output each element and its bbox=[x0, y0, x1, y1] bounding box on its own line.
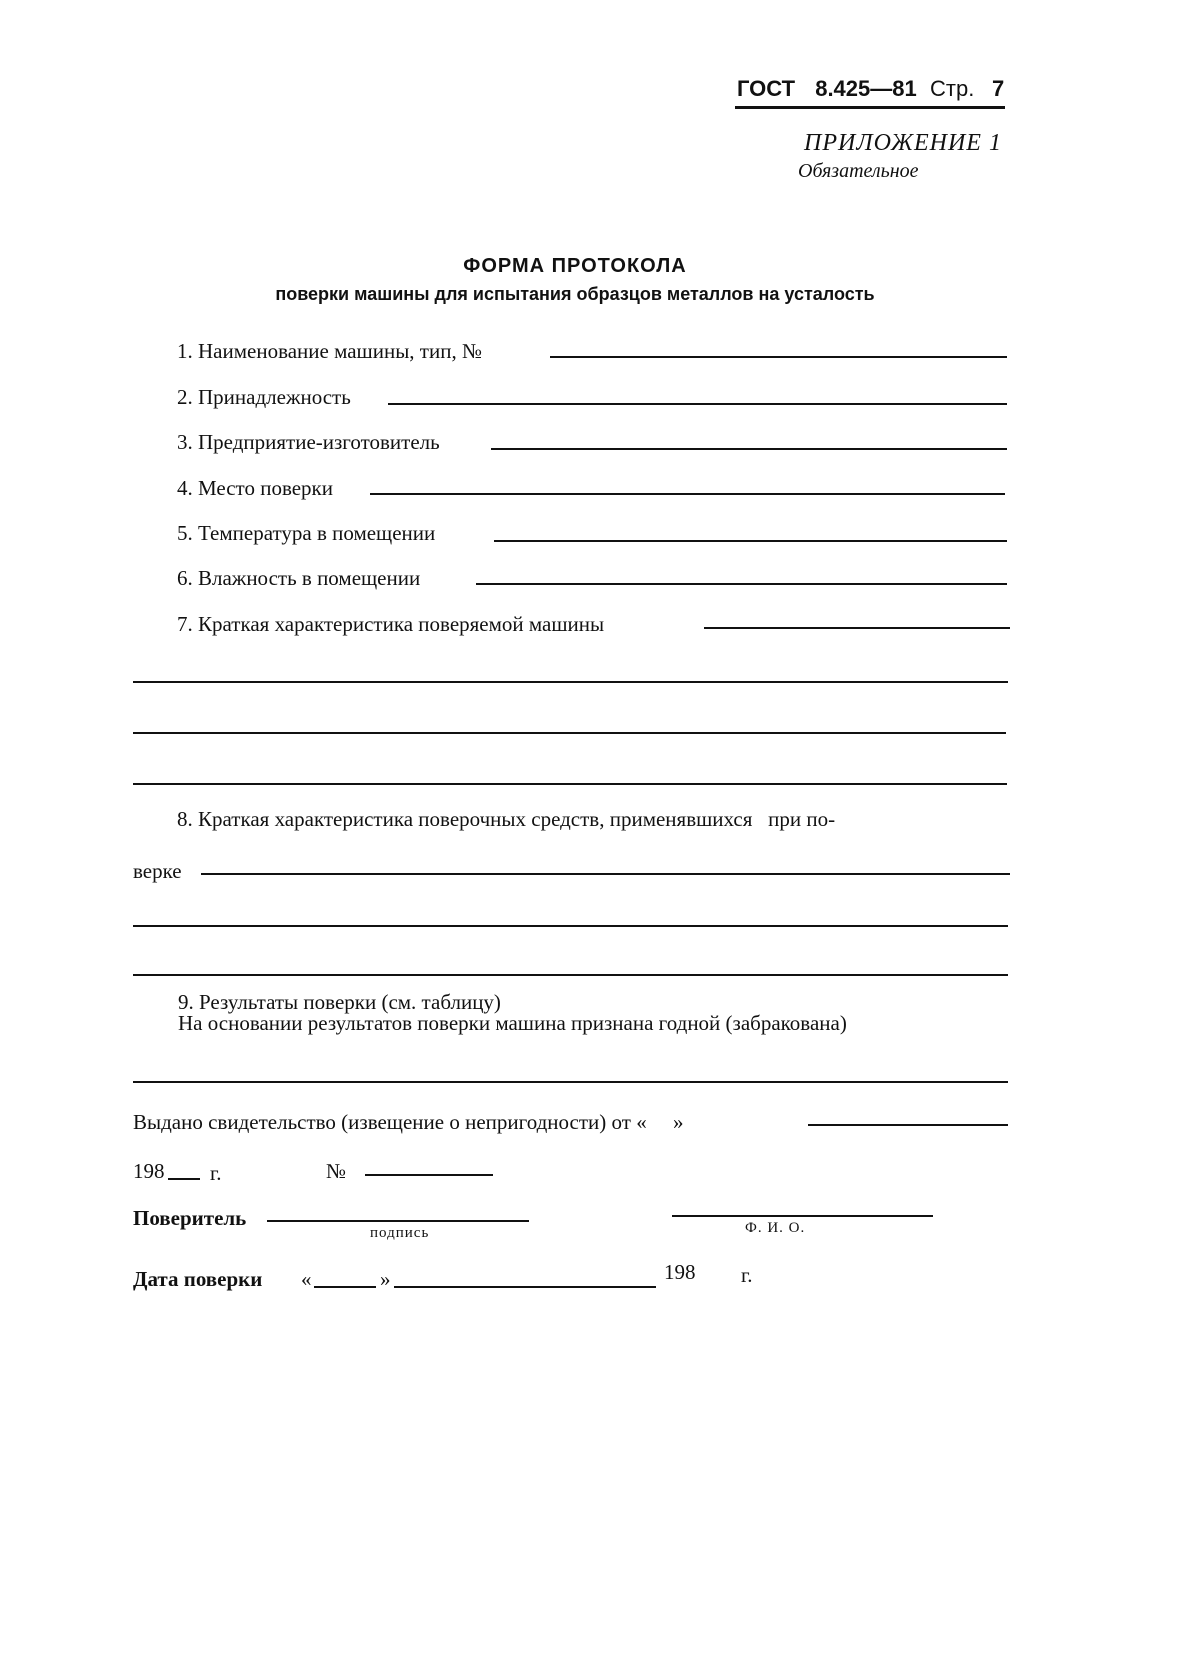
item-8-field-line-3[interactable] bbox=[133, 974, 1008, 976]
item-4-field[interactable] bbox=[370, 493, 1005, 495]
item-8-field-line-2[interactable] bbox=[133, 925, 1008, 927]
name-field[interactable] bbox=[672, 1215, 933, 1217]
signature-field[interactable] bbox=[267, 1220, 529, 1222]
item-8-label-cont: верке bbox=[133, 859, 182, 883]
appendix-status: Обязательное bbox=[798, 160, 919, 182]
verifier-label: Поверитель bbox=[133, 1206, 247, 1230]
form-title: ФОРМА ПРОТОКОЛА bbox=[463, 255, 687, 277]
item-8-label: 8. Краткая характеристика поверочных средств, применявшихся при по- bbox=[177, 807, 836, 831]
item-9-label: 9. Результаты поверки (см. таблицу) bbox=[178, 990, 501, 1014]
date-open-quote: « bbox=[301, 1267, 312, 1291]
item-3-field[interactable] bbox=[491, 448, 1007, 450]
item-6-field[interactable] bbox=[476, 583, 1007, 585]
item-7-field[interactable] bbox=[704, 627, 1010, 629]
item-7-field-line-3[interactable] bbox=[133, 732, 1006, 734]
certificate-number-field[interactable] bbox=[365, 1174, 493, 1176]
item-9-conclusion: На основании результатов поверки машина признана годной (забракована) bbox=[178, 1011, 847, 1035]
date-day-field[interactable] bbox=[314, 1286, 376, 1288]
appendix-title: ПРИЛОЖЕНИЕ 1 bbox=[804, 130, 1002, 156]
verification-date-label: Дата поверки bbox=[133, 1267, 263, 1291]
item-6-label: 6. Влажность в помещении bbox=[177, 566, 421, 590]
certificate-year-prefix: 198 bbox=[133, 1159, 165, 1183]
item-5-field[interactable] bbox=[494, 540, 1007, 542]
certificate-date-field[interactable] bbox=[808, 1124, 1008, 1126]
date-year: 198 bbox=[664, 1260, 696, 1284]
gost-code: 8.425—81 bbox=[815, 76, 917, 101]
item-7-field-line-2[interactable] bbox=[133, 681, 1008, 683]
date-month-field[interactable] bbox=[394, 1286, 656, 1288]
header-rule bbox=[735, 106, 1005, 109]
item-4-label: 4. Место поверки bbox=[177, 476, 334, 500]
item-1-label: 1. Наименование машины, тип, № bbox=[177, 339, 482, 363]
item-1-field[interactable] bbox=[550, 356, 1007, 358]
certificate-number-sign: № bbox=[326, 1159, 347, 1183]
name-caption: Ф. И. О. bbox=[745, 1220, 806, 1236]
date-year-suffix: г. bbox=[741, 1263, 753, 1287]
item-2-label: 2. Принадлежность bbox=[177, 385, 351, 409]
certificate-year-field[interactable] bbox=[168, 1178, 200, 1180]
page-number: 7 bbox=[992, 76, 1005, 101]
item-3-label: 3. Предприятие-изготовитель bbox=[177, 430, 440, 454]
certificate-year-suffix: г. bbox=[210, 1161, 222, 1185]
page-label: Стр. bbox=[930, 76, 975, 101]
item-7-field-line-4[interactable] bbox=[133, 783, 1007, 785]
form-subtitle: поверки машины для испытания образцов металлов на усталость bbox=[275, 284, 875, 304]
item-5-label: 5. Температура в помещении bbox=[177, 521, 436, 545]
item-2-field[interactable] bbox=[388, 403, 1007, 405]
certificate-issued-label: Выдано свидетельство (извещение о непригодности) от « » bbox=[133, 1110, 684, 1134]
date-close-quote: » bbox=[380, 1267, 391, 1291]
gost-label: ГОСТ bbox=[737, 76, 796, 101]
item-8-field[interactable] bbox=[201, 873, 1010, 875]
item-7-label: 7. Краткая характеристика поверяемой машины bbox=[177, 612, 605, 636]
signature-caption: подпись bbox=[370, 1225, 430, 1241]
header-gost bbox=[737, 76, 917, 102]
item-9-field[interactable] bbox=[133, 1081, 1008, 1083]
